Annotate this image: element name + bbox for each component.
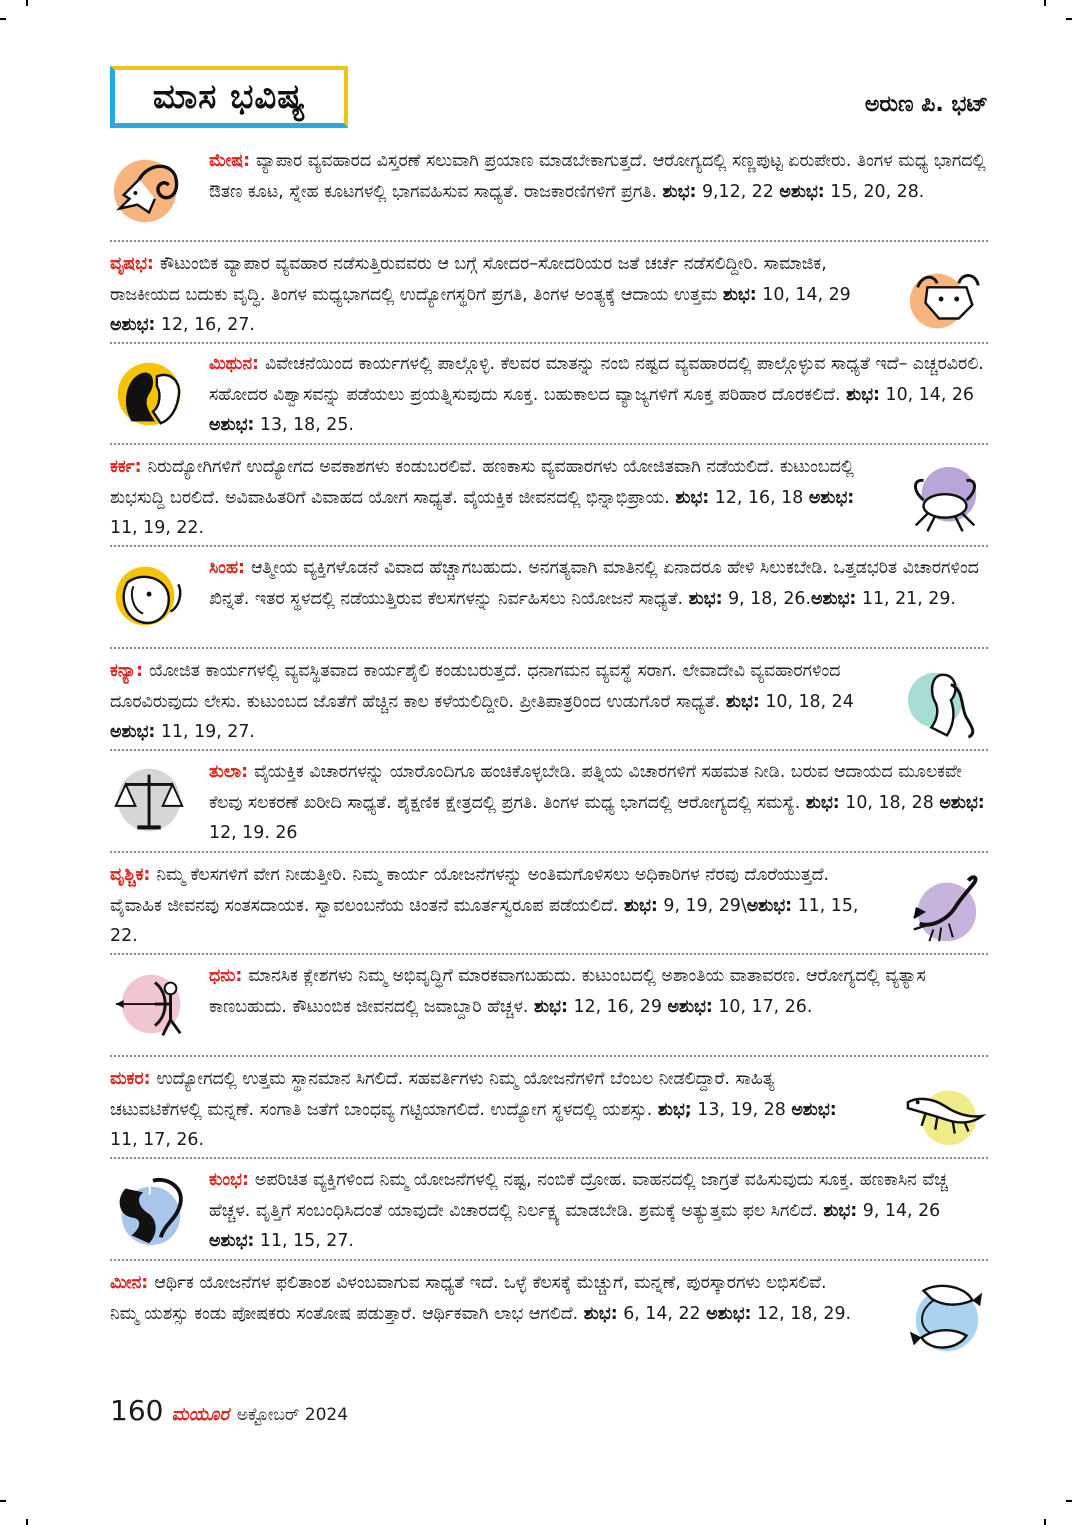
ashubha-label: ಅಶುಭ: — [939, 792, 985, 813]
ashubha-dates: 11, 15, 27. — [259, 1231, 354, 1251]
crop-mark — [26, 1519, 28, 1525]
lion-icon — [110, 557, 192, 639]
ashubha-label: ಅಶುಭ: — [791, 1099, 837, 1120]
sign-entry-meena — [110, 1263, 988, 1361]
ashubha-label: ಅಶುಭ: — [110, 315, 156, 335]
ashubha-label: ಅಶುಭ: — [209, 415, 255, 435]
sign-entry-mesha — [110, 142, 988, 242]
sign-entry-vrishabha — [110, 244, 988, 344]
shubha-label: ಶುಭ: — [846, 384, 880, 405]
sign-text: ವಿವೇಚನೆಯಿಂದ ಕಾರ್ಯಗಳಲ್ಲಿ ಪಾಲ್ಗೊಳ್ಳಿ. ಕೆಲವರ ಮಾತನ್ನು ನಂಬಿ ನಷ್ಟದ ವ್ಯವಹಾರದಲ್ಲಿ ಪಾಲ್ಗೊಳ್ಳುವ ಸಾಧ್ಯತೆ ಇದೆ– ಎಚ್ಚರವಿರಲಿ. ಸಹೋದರ ವಿಶ್ವಾಸವನ್ನು ಪಡೆಯಲು ಪ್ರಯತ್ನಿಸುವುದು ಸೂಕ್ತ. ಬಹುಕಾಲದ ವ್ಯಾಜ್ಯಗಳಿಗೆ ಸೂಕ್ತ ಪರಿಹಾರ ದೊರಕಲಿದೆ. — [209, 354, 984, 405]
ashubha-dates: 11, 21, 29. — [861, 588, 956, 609]
sign-entry-kanya — [110, 651, 988, 751]
page-footer — [110, 1394, 348, 1427]
author-name: ಅರುಣ ಪಿ. ಭಟ್ — [864, 92, 988, 117]
shubha-label: ಶುಭ: — [623, 895, 658, 916]
twins-icon — [110, 353, 192, 435]
sign-name: ಕರ್ಕ: — [110, 457, 142, 477]
sign-text: ನಿರುದ್ಯೋಗಿಗಳಿಗೆ ಉದ್ಯೋಗದ ಅವಕಾಶಗಳು ಕಂಡುಬರಲಿವೆ. ಹಣಕಾಸು ವ್ಯವಹಾರಗಳು ಯೋಜಿತವಾಗಿ ನಡೆಯಲಿದೆ. ಕುಟುಂಬದಲ್ಲಿ ಶುಭಸುದ್ದಿ ಬರಲಿದೆ. ಅವಿವಾಹಿತರಿಗೆ ವಿವಾಹದ ಯೋಗ ಸಾಧ್ಯತೆ. ವೈಯಕ್ತಿಕ ಜೀವನದಲ್ಲಿ ಭಿನ್ನಾಭಿಪ್ರಾಯ. — [110, 457, 854, 508]
sign-name: ಸಿಂಹ: — [209, 558, 245, 578]
shubha-dates: 10, 14, 26 — [885, 384, 974, 405]
crop-mark — [1066, 18, 1072, 20]
shubha-label: ಶುಭ: — [534, 996, 568, 1017]
shubha-label: ಶುಭ: — [805, 792, 840, 813]
shubha-dates: 10, 18, 24 — [765, 691, 854, 712]
sign-entry-makara — [110, 1059, 988, 1159]
issue-month: ಅಕ್ಟೋಬರ್ 2024 — [236, 1405, 349, 1425]
scales-icon — [110, 761, 192, 843]
crocodile-icon — [904, 1073, 986, 1155]
sign-name: ಮೀನ: — [110, 1273, 149, 1293]
ashubha-label: ಅಶುಭ: — [746, 895, 793, 916]
shubha-dates: 9, 14, 26 — [862, 1200, 941, 1221]
sign-text: ಅಪರಿಚಿತ ವ್ಯಕ್ತಿಗಳಿಂದ ನಿಮ್ಮ ಯೋಜನೆಗಳಲ್ಲಿ ನಷ್ಟ, ನಂಬಿಕೆ ದ್ರೋಹ. ವಾಹನದಲ್ಲಿ ಜಾಗ್ರತೆ ವಹಿಸುವುದು ಸೂಕ್ತ. ಹಣಕಾಸಿನ ವೆಚ್ಚ ಹೆಚ್ಚಳ. ವೃತ್ತಿಗೆ ಸಂಬಂಧಿಸಿದಂತೆ ಯಾವುದೇ ವಿಚಾರದಲ್ಲಿ ನಿರ್ಲಕ್ಷ್ಯ ಮಾಡಬೇಡಿ. ಶ್ರಮಕ್ಕೆ ಅತ್ಯುತ್ತಮ ಫಲ ಸಿಗಲಿದೆ. — [209, 1170, 948, 1221]
shubha-dates: 13, 19, 28 — [697, 1099, 786, 1120]
crop-mark — [0, 18, 6, 20]
crop-mark — [26, 0, 28, 6]
ashubha-dates: 12, 18, 29. — [757, 1303, 852, 1324]
ashubha-label: ಅಶುಭ: — [811, 588, 857, 609]
magazine-logo: ಮಯೂರ — [171, 1404, 229, 1425]
sign-name: ಮೇಷ: — [209, 151, 251, 171]
sign-text: ಉದ್ಯೋಗದಲ್ಲಿ ಉತ್ತಮ ಸ್ಥಾನಮಾನ ಸಿಗಲಿದೆ. ಸಹವರ್ತಿಗಳು ನಿಮ್ಮ ಯೋಜನೆಗಳಿಗೆ ಬೆಂಬಲ ನೀಡಲಿದ್ದಾರೆ. ಸಾಹಿತ್ಯ ಚಟುವಟಿಕೆಗಳಲ್ಲಿ ಮನ್ನಣೆ. ಸಂಗಾತಿ ಜತೆಗೆ ಬಾಂಧವ್ಯ ಗಟ್ಟಿಯಾಗಲಿದೆ. ಉದ್ಯೋಗ ಸ್ಥಳದಲ್ಲಿ ಯಶಸ್ಸು. — [110, 1069, 775, 1120]
sign-entry-simha — [110, 549, 988, 649]
sign-name: ಮಿಥುನ: — [209, 354, 260, 374]
sign-entry-vrishchika — [110, 855, 988, 955]
archer-icon — [110, 965, 192, 1047]
ashubha-dates: 11, 19, 27. — [160, 722, 255, 742]
sign-entry-mithuna — [110, 345, 988, 445]
sign-entry-karka — [110, 447, 988, 547]
shubha-dates: 6, 14, 22 — [623, 1303, 701, 1324]
sign-text: ಆತ್ಮೀಯ ವ್ಯಕ್ತಿಗಳೊಡನೆ ವಿವಾದ ಹೆಚ್ಚಾಗಬಹುದು. ಅನಗತ್ಯವಾಗಿ ಮಾತಿನಲ್ಲಿ ಏನಾದರೂ ಹೇಳಿ ಸಿಲುಕಬೇಡಿ. ಒತ್ತಡಭರಿತ ವಿಚಾರಗಳಿಂದ ಖಿನ್ನತೆ. ಇತರ ಸ್ಥಳದಲ್ಲಿ ನಡೆಯುತ್ತಿರುವ ಕೆಲಸಗಳನ್ನು ನಿರ್ವಹಿಸಲು ನಿಯೋಜನೆ ಸಾಧ್ಯತೆ. — [209, 558, 979, 609]
fish-icon — [904, 1277, 986, 1359]
sign-text: ವ್ಯಾಪಾರ ವ್ಯವಹಾರದ ವಿಸ್ತರಣೆ ಸಲುವಾಗಿ ಪ್ರಯಾಣ ಮಾಡಬೇಕಾಗುತ್ತದೆ. ಆರೋಗ್ಯದಲ್ಲಿ ಸಣ್ಣಪುಟ್ಟ ಏರುಪೇರು. ತಿಂಗಳ ಮಧ್ಯ ಭಾಗದಲ್ಲಿ ಔತಣ ಕೂಟ, ಸ್ನೇಹ ಕೂಟಗಳಲ್ಲಿ ಭಾಗವಹಿಸುವ ಸಾಧ್ಯತೆ. ರಾಜಕಾರಣಿಗಳಿಗೆ ಪ್ರಗತಿ. — [209, 151, 986, 202]
crop-mark — [0, 1500, 6, 1502]
ashubha-label: ಅಶುಭ: — [706, 1303, 752, 1324]
sign-text: ನಿಮ್ಮ ಕೆಲಸಗಳಿಗೆ ವೇಗ ನೀಡುತ್ತೀರಿ. ನಿಮ್ಮ ಕಾರ್ಯ ಯೋಜನೆಗಳನ್ನು ಅಂತಿಮಗೊಳಿಸಲು ಅಧಿಕಾರಿಗಳ ನೆರವು ದೊರೆಯುತ್ತದೆ. ವೈವಾಹಿಕ ಜೀವನವು ಸಂತಸದಾಯಕ. ಸ್ವಾವಲಂಬನೆಯ ಚಿಂತನೆ ಮೂರ್ತಸ್ವರೂಪ ಪಡೆಯಲಿದೆ. — [110, 865, 830, 916]
sign-text: ಕೌಟುಂಬಿಕ ವ್ಯಾಪಾರ ವ್ಯವಹಾರ ನಡೆಸುತ್ತಿರುವವರು ಆ ಬಗ್ಗೆ ಸೋದರ–ಸೋದರಿಯರ ಜತೆ ಚರ್ಚೆ ನಡೆಸಲಿದ್ದೀರಿ. ಸಾಮಾಜಿಕ, ರಾಜಕೀಯದ ಬದುಕು ವೃದ್ಧಿ. ತಿಂಗಳ ಮಧ್ಯಭಾಗದಲ್ಲಿ ಉದ್ಯೋಗಸ್ಥರಿಗೆ ಪ್ರಗತಿ, ತಿಂಗಳ ಅಂತ್ಯಕ್ಕೆ ಆದಾಯ ಉತ್ತಮ — [110, 254, 827, 305]
shubha-dates: 10, 14, 29 — [762, 284, 851, 305]
scorpion-icon — [904, 869, 986, 951]
sign-name: ಮಕರ: — [110, 1069, 151, 1089]
ashubha-dates: 11, 19, 22. — [110, 518, 205, 538]
shubha-dates: 10, 18, 28 — [845, 792, 934, 813]
bull-icon — [904, 258, 986, 340]
shubha-dates: 12, 16, 29 — [573, 996, 662, 1017]
ashubha-dates: 11, 15, 22. — [110, 895, 859, 946]
sign-name: ಕನ್ಯಾ: — [110, 661, 143, 681]
title-box — [110, 66, 348, 128]
sign-name: ತುಲಾ: — [209, 762, 249, 782]
ashubha-dates: 11, 17, 26. — [110, 1130, 205, 1150]
sign-name: ಧನು: — [209, 966, 243, 986]
sign-name: ವೃಷಭ: — [110, 254, 154, 274]
ashubha-dates: 15, 20, 28. — [830, 181, 925, 202]
shubha-label: ಶುಭ: — [675, 487, 710, 508]
ram-icon — [110, 150, 192, 232]
sign-text: ಮಾನಸಿಕ ಕ್ಲೇಶಗಳು ನಿಮ್ಮ ಅಭಿವೃದ್ಧಿಗೆ ಮಾರಕವಾಗಬಹುದು. ಕುಟುಂಬದಲ್ಲಿ ಅಶಾಂತಿಯ ವಾತಾವರಣ. ಆರೋಗ್ಯದಲ್ಲಿ ವ್ಯತ್ಯಾಸ ಕಾಣಬಹುದು. ಕೌಟುಂಬಿಕ ಜೀವನದಲ್ಲಿ ಜವಾಬ್ದಾರಿ ಹೆಚ್ಚಳ. — [209, 966, 926, 1017]
ashubha-dates: 12, 19. 26 — [209, 823, 298, 843]
sign-text: ಯೋಜಿತ ಕಾರ್ಯಗಳಲ್ಲಿ ವ್ಯವಸ್ಥಿತವಾದ ಕಾರ್ಯಶೈಲಿ ಕಂಡುಬರುತ್ತದೆ. ಧನಾಗಮನ ವ್ಯವಸ್ಥೆ ಸರಾಗ. ಲೇವಾದೇವಿ ವ್ಯವಹಾರಗಳಿಂದ ದೂರವಿರುವುದು ಲೇಸು. ಕುಟುಂಬದ ಜೊತೆಗೆ ಹೆಚ್ಚಿನ ಕಾಲ ಕಳೆಯಲಿದ್ದೀರಿ. ಪ್ರೀತಿಪಾತ್ರರಿಂದ ಉಡುಗೊರೆ ಸಾಧ್ಯತೆ. — [110, 661, 841, 712]
crop-mark — [1066, 1500, 1072, 1502]
crop-mark — [1044, 0, 1046, 6]
shubha-label: ಶುಭ; — [657, 1099, 692, 1120]
shubha-label: ಶುಭ: — [583, 1303, 618, 1324]
ashubha-dates: 10, 17, 26. — [718, 996, 813, 1017]
maiden-icon — [904, 665, 986, 747]
water-pot-icon — [110, 1169, 192, 1251]
crab-icon — [904, 461, 986, 543]
shubha-label: ಶುಭ: — [725, 691, 760, 712]
ashubha-label: ಅಶುಭ: — [808, 487, 855, 508]
crop-mark — [1044, 1519, 1046, 1525]
shubha-label: ಶುಭ: — [823, 1200, 858, 1221]
sign-text: ಆರ್ಥಿಕ ಯೋಜನೆಗಳ ಫಲಿತಾಂಶ ವಿಳಂಬವಾಗುವ ಸಾಧ್ಯತೆ ಇದೆ. ಒಳ್ಳೆ ಕೆಲಸಕ್ಕೆ ಮೆಚ್ಚುಗೆ, ಮನ್ನಣೆ, ಪುರಸ್ಕಾರಗಳು ಲಭಿಸಲಿವೆ. ನಿಮ್ಮ ಯಶಸ್ಸು ಕಂಡು ಪೋಷಕರು ಸಂತೋಷ ಪಡುತ್ತಾರೆ. ಆರ್ಥಿಕವಾಗಿ ಲಾಭ ಆಗಲಿದೆ. — [110, 1273, 827, 1324]
shubha-label: ಶುಭ: — [722, 284, 757, 305]
sign-entry-tula — [110, 753, 988, 853]
sign-text: ವೈಯಕ್ತಿಕ ವಿಚಾರಗಳನ್ನು ಯಾರೊಂದಿಗೂ ಹಂಚಿಕೊಳ್ಳಬೇಡಿ. ಪತ್ನಿಯ ವಿಚಾರಗಳಿಗೆ ಸಹಮತ ನೀಡಿ. ಬರುವ ಆದಾಯದ ಮೂಲಕವೇ ಕೆಲವು ಸಲಕರಣೆ ಖರೀದಿ ಸಾಧ್ಯತೆ. ಶೈಕ್ಷಣಿಕ ಕ್ಷೇತ್ರದಲ್ಲಿ ಪ್ರಗತಿ. ತಿಂಗಳ ಮಧ್ಯ ಭಾಗದಲ್ಲಿ ಆರೋಗ್ಯದಲ್ಲಿ ಸಮಸ್ಯೆ. — [209, 762, 962, 813]
ashubha-label: ಅಶುಭ: — [779, 181, 825, 202]
shubha-label: ಶುಭ: — [688, 588, 723, 609]
ashubha-label: ಅಶುಭ: — [209, 1231, 255, 1251]
page-title: ಮಾಸ ಭವಿಷ್ಯ — [152, 76, 307, 117]
shubha-dates: 9,12, 22 — [701, 181, 774, 202]
page-number: 160 — [110, 1394, 164, 1427]
ashubha-dates: 12, 16, 27. — [160, 315, 255, 335]
ashubha-label: ಅಶುಭ: — [110, 722, 156, 742]
shubha-dates: 9, 18, 26. — [728, 588, 812, 609]
ashubha-dates: 13, 18, 25. — [259, 415, 354, 435]
sign-name: ಕುಂಭ: — [209, 1170, 249, 1190]
ashubha-label: ಅಶುಭ: — [667, 996, 713, 1017]
sign-entry-kumbha — [110, 1161, 988, 1261]
sign-name: ವೃಶ್ಚಿಕ: — [110, 865, 151, 885]
shubha-dates: 12, 16, 18 — [714, 487, 804, 508]
sign-entry-dhanu — [110, 957, 988, 1057]
shubha-label: ಶುಭ: — [662, 181, 697, 202]
shubha-dates: 9, 19, 29\ — [663, 895, 747, 916]
